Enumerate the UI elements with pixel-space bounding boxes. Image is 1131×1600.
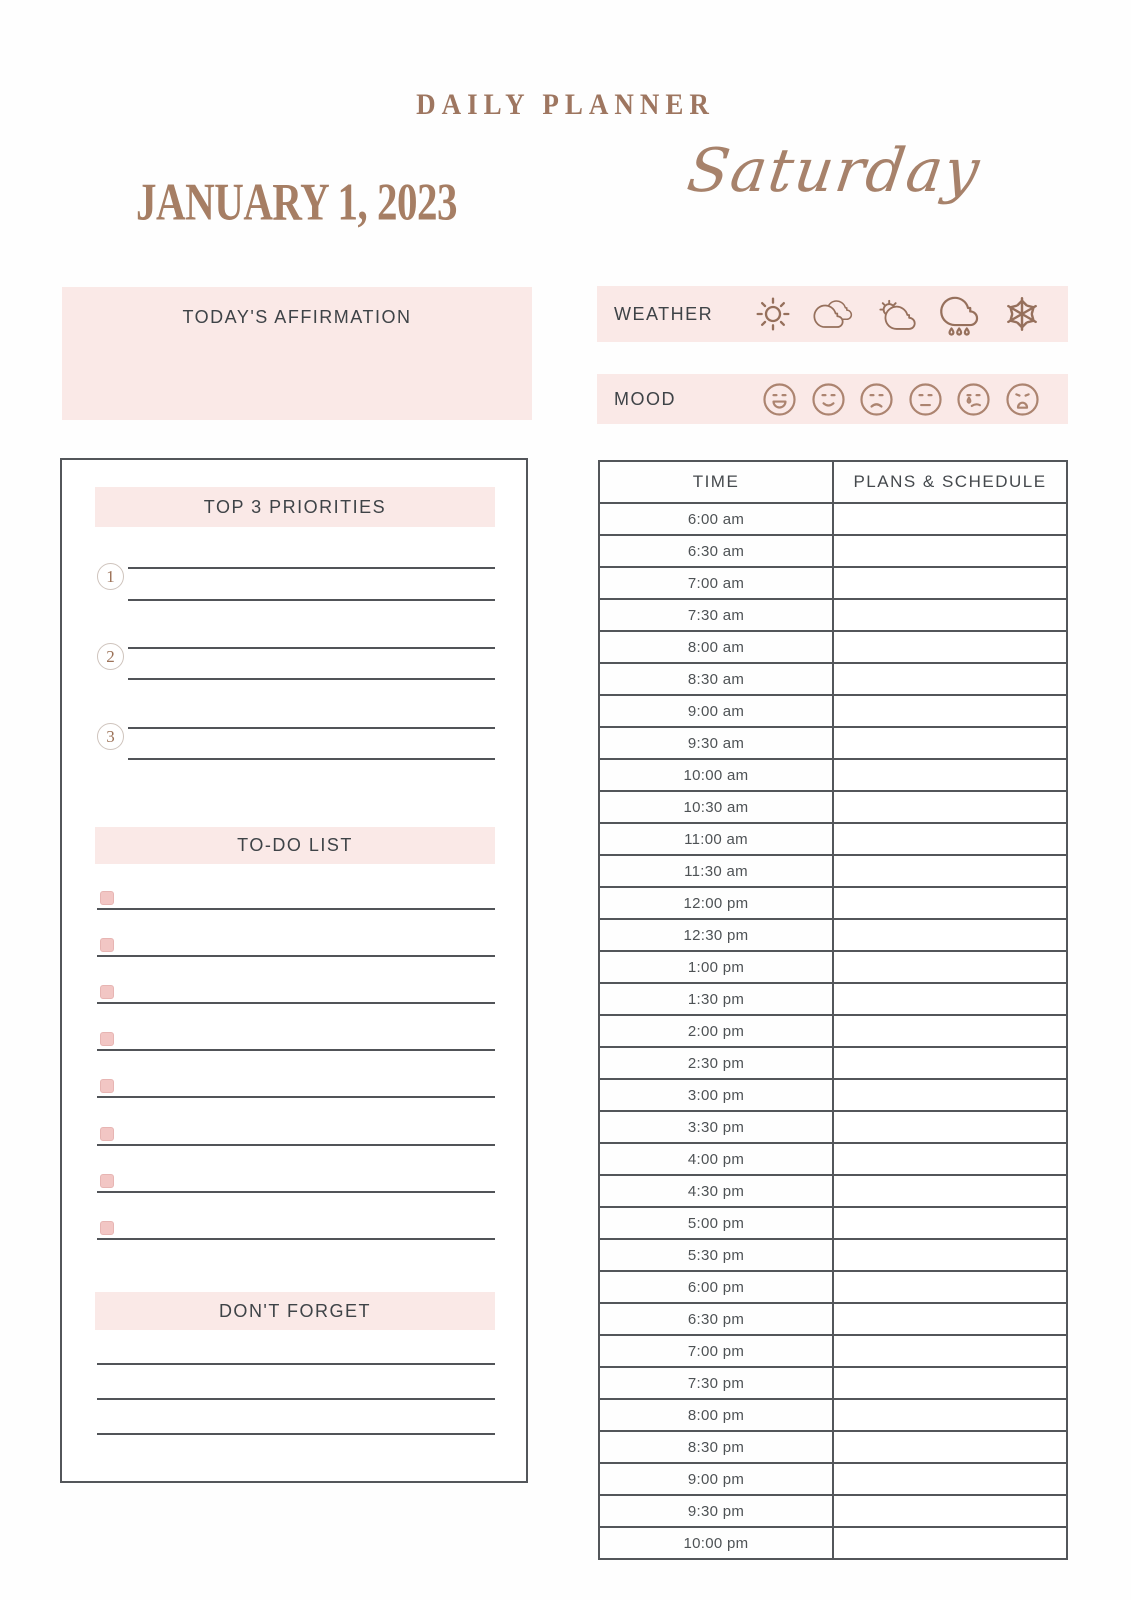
sun-icon[interactable] [751, 292, 795, 336]
schedule-row [599, 983, 1067, 1015]
todo-write-line[interactable] [97, 1144, 495, 1146]
schedule-table [598, 460, 1068, 1560]
plans-cell[interactable] [833, 1335, 1067, 1367]
plans-cell[interactable] [833, 823, 1067, 855]
priorities-title: TOP 3 PRIORITIES [203, 496, 387, 517]
plans-cell[interactable] [833, 503, 1067, 535]
mood-icon-row [762, 382, 1068, 417]
todo-write-line[interactable] [97, 955, 495, 957]
schedule-row [599, 1079, 1067, 1111]
affirmation-box[interactable] [62, 287, 532, 420]
plans-cell[interactable] [833, 1111, 1067, 1143]
schedule-row [599, 503, 1067, 535]
time-cell: 4:00 pm [599, 1143, 833, 1175]
sad-face-icon[interactable] [859, 382, 894, 417]
plans-header: PLANS & SCHEDULE [833, 461, 1067, 503]
time-cell: 6:00 am [599, 503, 833, 535]
plans-cell[interactable] [833, 1399, 1067, 1431]
dont-forget-title: DON'T FORGET [218, 1300, 372, 1321]
content-face-icon[interactable] [811, 382, 846, 417]
weather-band [597, 286, 1068, 342]
schedule-row [599, 1047, 1067, 1079]
schedule-row [599, 1463, 1067, 1495]
happy-face-icon[interactable] [762, 382, 797, 417]
todo-checkbox[interactable] [100, 985, 114, 999]
todo-checkbox[interactable] [100, 1221, 114, 1235]
time-cell: 10:30 am [599, 791, 833, 823]
time-cell: 10:00 pm [599, 1527, 833, 1559]
plans-cell[interactable] [833, 695, 1067, 727]
rain-cloud-icon[interactable] [938, 292, 982, 336]
priority-3-number: 3 [97, 723, 124, 750]
schedule-header-row [599, 461, 1067, 503]
plans-cell[interactable] [833, 599, 1067, 631]
date-heading: JANUARY 1, 2023 [136, 171, 457, 232]
time-cell: 11:00 am [599, 823, 833, 855]
schedule-row [599, 631, 1067, 663]
todo-write-line[interactable] [97, 1096, 495, 1098]
schedule-row [599, 695, 1067, 727]
plans-cell[interactable] [833, 791, 1067, 823]
priority-1-line-2[interactable] [128, 599, 495, 601]
schedule-row [599, 1207, 1067, 1239]
plans-cell[interactable] [833, 1367, 1067, 1399]
schedule-row [599, 1175, 1067, 1207]
time-cell: 9:30 am [599, 727, 833, 759]
plans-cell[interactable] [833, 887, 1067, 919]
day-of-week-script: Saturday [683, 136, 986, 206]
time-cell: 2:30 pm [599, 1047, 833, 1079]
schedule-row [599, 919, 1067, 951]
todo-checkbox[interactable] [100, 1032, 114, 1046]
schedule-row [599, 1143, 1067, 1175]
time-cell: 9:00 am [599, 695, 833, 727]
todo-checkbox[interactable] [100, 1174, 114, 1188]
plans-cell[interactable] [833, 567, 1067, 599]
schedule-row [599, 1431, 1067, 1463]
time-cell: 12:30 pm [599, 919, 833, 951]
schedule-row [599, 759, 1067, 791]
plans-cell[interactable] [833, 1079, 1067, 1111]
schedule-row [599, 951, 1067, 983]
plans-cell[interactable] [833, 535, 1067, 567]
time-cell: 4:30 pm [599, 1175, 833, 1207]
time-cell: 5:00 pm [599, 1207, 833, 1239]
todo-write-line[interactable] [97, 1191, 495, 1193]
schedule-row [599, 823, 1067, 855]
plans-cell[interactable] [833, 1175, 1067, 1207]
schedule-row [599, 567, 1067, 599]
dont-forget-line[interactable] [97, 1433, 495, 1435]
schedule-row [599, 1239, 1067, 1271]
time-cell: 2:00 pm [599, 1015, 833, 1047]
schedule-row [599, 727, 1067, 759]
time-cell: 6:00 pm [599, 1271, 833, 1303]
todo-checkbox[interactable] [100, 1127, 114, 1141]
time-cell: 12:00 pm [599, 887, 833, 919]
schedule-row [599, 1111, 1067, 1143]
todo-write-line[interactable] [97, 908, 495, 910]
clouds-icon[interactable] [813, 292, 857, 336]
schedule-row [599, 1527, 1067, 1559]
plans-cell[interactable] [833, 1527, 1067, 1559]
neutral-face-icon[interactable] [908, 382, 943, 417]
left-panel [60, 458, 528, 1483]
todo-write-line[interactable] [97, 1002, 495, 1004]
schedule-row [599, 1303, 1067, 1335]
plans-cell[interactable] [833, 1271, 1067, 1303]
plans-cell[interactable] [833, 951, 1067, 983]
time-cell: 9:30 pm [599, 1495, 833, 1527]
dont-forget-header-bar [95, 1292, 495, 1330]
time-cell: 7:30 am [599, 599, 833, 631]
time-cell: 8:00 am [599, 631, 833, 663]
time-cell: 7:00 pm [599, 1335, 833, 1367]
priority-2-line-1[interactable] [128, 647, 495, 649]
time-cell: 1:30 pm [599, 983, 833, 1015]
time-cell: 6:30 am [599, 535, 833, 567]
schedule-row [599, 1399, 1067, 1431]
time-cell: 3:30 pm [599, 1111, 833, 1143]
dont-forget-line[interactable] [97, 1363, 495, 1365]
time-cell: 5:30 pm [599, 1239, 833, 1271]
time-cell: 11:30 am [599, 855, 833, 887]
schedule-row [599, 1367, 1067, 1399]
plans-cell[interactable] [833, 1143, 1067, 1175]
priority-1-line-1[interactable] [128, 567, 495, 569]
schedule-row [599, 1015, 1067, 1047]
plans-cell[interactable] [833, 1047, 1067, 1079]
dont-forget-line[interactable] [97, 1398, 495, 1400]
schedule-row [599, 535, 1067, 567]
plans-cell[interactable] [833, 1207, 1067, 1239]
plans-cell[interactable] [833, 1303, 1067, 1335]
todo-write-line[interactable] [97, 1049, 495, 1051]
schedule-row [599, 1335, 1067, 1367]
plans-cell[interactable] [833, 1463, 1067, 1495]
schedule-row [599, 663, 1067, 695]
weather-icon-row [751, 292, 1068, 336]
snowflake-icon[interactable] [1000, 292, 1044, 336]
plans-cell[interactable] [833, 727, 1067, 759]
time-cell: 3:00 pm [599, 1079, 833, 1111]
priority-3-line-2[interactable] [128, 758, 495, 760]
schedule-row [599, 1495, 1067, 1527]
plans-cell[interactable] [833, 1495, 1067, 1527]
todo-checkbox[interactable] [100, 1079, 114, 1093]
time-cell: 8:30 pm [599, 1431, 833, 1463]
plans-cell[interactable] [833, 983, 1067, 1015]
plans-cell[interactable] [833, 855, 1067, 887]
priority-2-number: 2 [97, 643, 124, 670]
plans-cell[interactable] [833, 919, 1067, 951]
upset-face-icon[interactable] [1005, 382, 1040, 417]
affirmation-label: TODAY'S AFFIRMATION [182, 307, 412, 327]
todo-checkbox[interactable] [100, 891, 114, 905]
time-cell: 1:00 pm [599, 951, 833, 983]
priority-1-number: 1 [97, 563, 124, 590]
todo-write-line[interactable] [97, 1238, 495, 1240]
schedule-row [599, 1271, 1067, 1303]
plans-cell[interactable] [833, 631, 1067, 663]
todo-title: TO-DO LIST [237, 835, 353, 855]
priority-3-line-1[interactable] [128, 727, 495, 729]
time-cell: 8:30 am [599, 663, 833, 695]
priority-2-line-2[interactable] [128, 678, 495, 680]
time-header: TIME [599, 461, 833, 503]
plans-cell[interactable] [833, 1239, 1067, 1271]
crying-face-icon[interactable] [956, 382, 991, 417]
todo-header-bar [95, 827, 495, 864]
time-cell: 9:00 pm [599, 1463, 833, 1495]
mood-label: MOOD [614, 388, 676, 409]
schedule-row [599, 791, 1067, 823]
weather-label: WEATHER [614, 303, 714, 324]
sun-behind-cloud-icon[interactable] [876, 292, 920, 336]
schedule-row [599, 855, 1067, 887]
schedule-row [599, 887, 1067, 919]
plans-cell[interactable] [833, 1015, 1067, 1047]
priorities-header-bar [95, 487, 495, 527]
schedule-row [599, 599, 1067, 631]
time-cell: 7:30 pm [599, 1367, 833, 1399]
time-cell: 8:00 pm [599, 1399, 833, 1431]
plans-cell[interactable] [833, 663, 1067, 695]
mood-band [597, 374, 1068, 424]
time-cell: 6:30 pm [599, 1303, 833, 1335]
todo-checkbox[interactable] [100, 938, 114, 952]
plans-cell[interactable] [833, 759, 1067, 791]
page-title: DAILY PLANNER [416, 88, 715, 121]
time-cell: 7:00 am [599, 567, 833, 599]
time-cell: 10:00 am [599, 759, 833, 791]
plans-cell[interactable] [833, 1431, 1067, 1463]
